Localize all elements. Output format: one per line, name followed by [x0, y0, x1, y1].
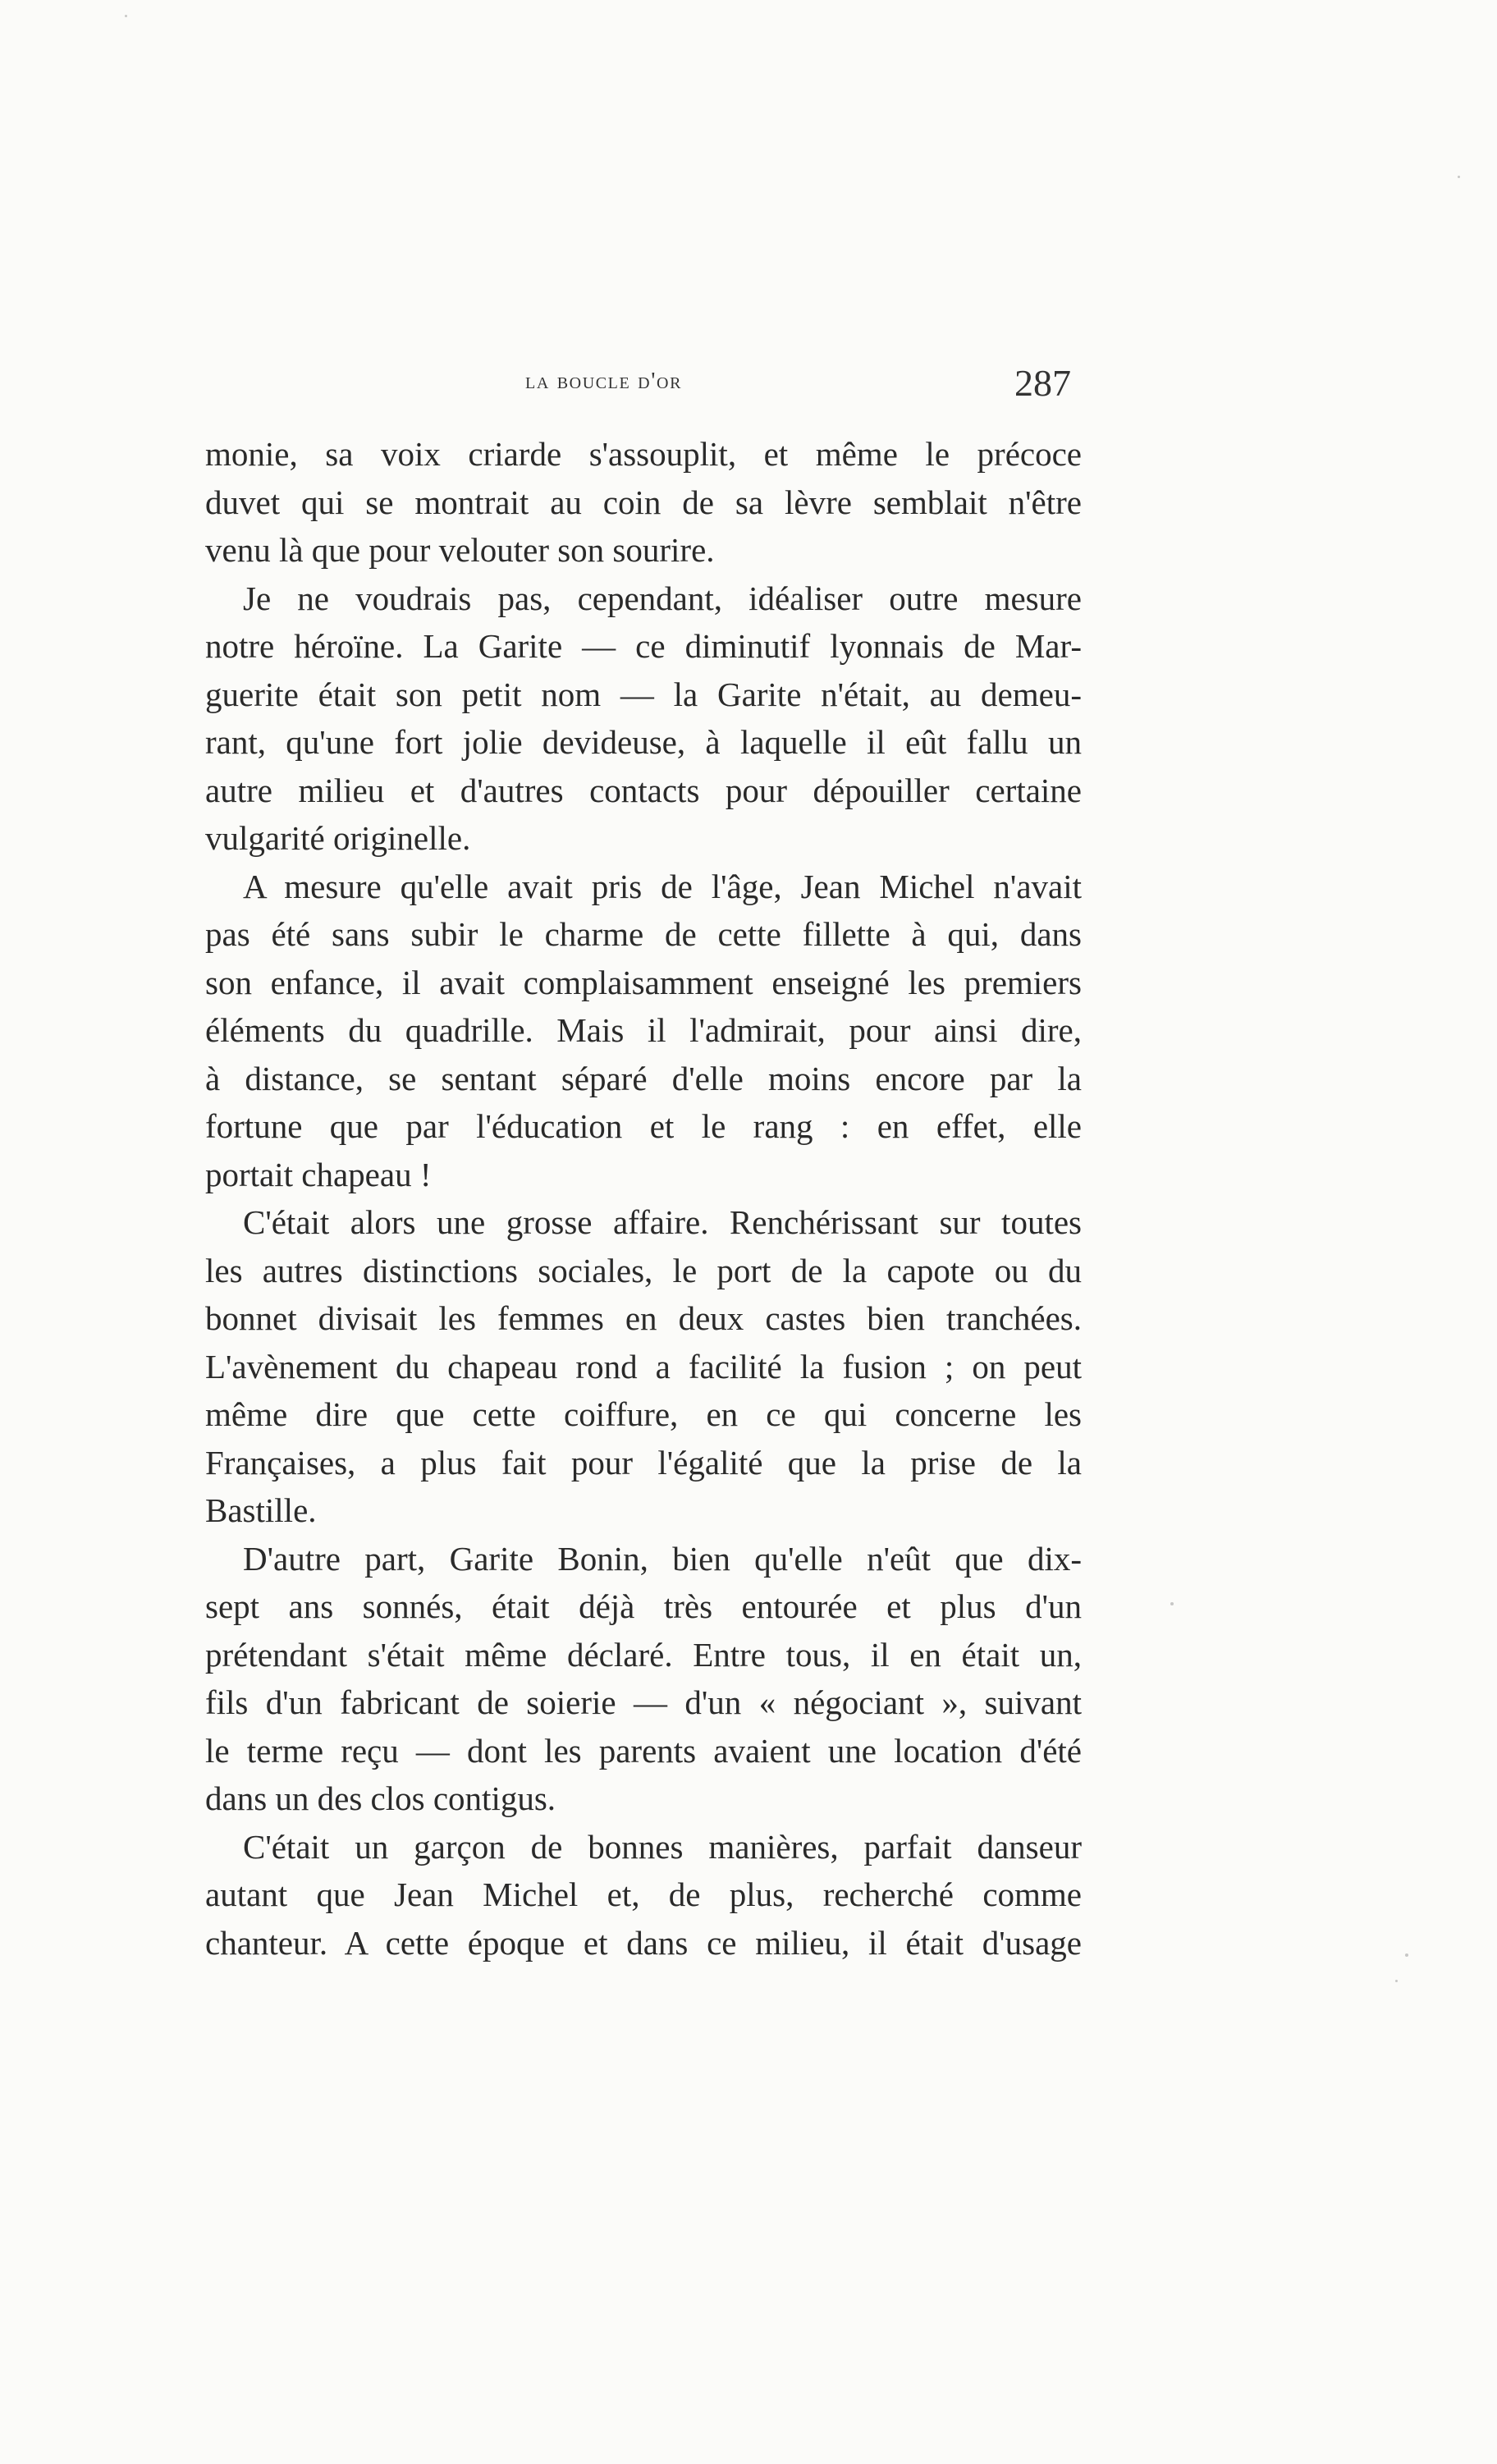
body-text	[205, 430, 1082, 1967]
text-line: pas été sans subir le charme de cette fillette à qui, dans	[205, 915, 1082, 953]
text-line: sept ans sonnés, était déjà très entourée et plus d'un	[205, 1587, 1082, 1625]
text-line: chanteur. A cette époque et dans ce milieu, il était d'usage	[205, 1923, 1082, 1962]
text-line: autre milieu et d'autres contacts pour dépouiller certaine	[205, 771, 1082, 809]
text-line: L'avènement du chapeau rond a facilité la fusion ; on peut	[205, 1347, 1082, 1385]
paper-speck	[1170, 1602, 1174, 1605]
text-line: guerite était son petit nom — la Garite n'était, au demeu-	[205, 675, 1082, 713]
text-line: Je ne voudrais pas, cependant, idéaliser outre mesure	[243, 579, 1082, 617]
text-line: Bastille.	[205, 1491, 317, 1529]
running-head: la boucle d'or	[525, 368, 683, 394]
text-line: venu là que pour velouter son sourire.	[205, 531, 715, 569]
text-line: fortune que par l'éducation et le rang : en effet, elle	[205, 1107, 1082, 1145]
page-number: 287	[1014, 362, 1071, 404]
text-line: bonnet divisait les femmes en deux castes bien tranchées.	[205, 1299, 1082, 1337]
paper-speck	[125, 15, 127, 17]
text-line: monie, sa voix criarde s'assouplit, et même le précoce	[205, 435, 1082, 473]
text-line: prétendant s'était même déclaré. Entre tous, il en était un,	[205, 1635, 1082, 1674]
text-line: vulgarité originelle.	[205, 819, 471, 857]
text-line: C'était alors une grosse affaire. Renchérissant sur toutes	[243, 1203, 1082, 1241]
text-line: même dire que cette coiffure, en ce qui concerne les	[205, 1395, 1082, 1433]
text-line: son enfance, il avait complaisamment enseigné les premiers	[205, 963, 1082, 1001]
text-line: rant, qu'une fort jolie devideuse, à laquelle il eût fallu un	[205, 723, 1082, 761]
paper-speck	[1458, 176, 1460, 178]
text-line: Françaises, a plus fait pour l'égalité que la prise de la	[205, 1443, 1082, 1482]
paper-speck	[1405, 1953, 1408, 1957]
text-line: à distance, se sentant séparé d'elle moins encore par la	[205, 1059, 1082, 1097]
text-line: notre héroïne. La Garite — ce diminutif lyonnais de Mar-	[205, 627, 1082, 665]
text-line: éléments du quadrille. Mais il l'admirait, pour ainsi dire,	[205, 1011, 1082, 1049]
text-line: fils d'un fabricant de soierie — d'un « négociant », suivant	[205, 1683, 1082, 1721]
text-line: les autres distinctions sociales, le port de la capote ou du	[205, 1251, 1082, 1289]
text-line: autant que Jean Michel et, de plus, recherché comme	[205, 1875, 1082, 1913]
text-line: duvet qui se montrait au coin de sa lèvre semblait n'être	[205, 483, 1082, 521]
text-line: C'était un garçon de bonnes manières, parfait danseur	[243, 1827, 1082, 1866]
text-line: portait chapeau !	[205, 1155, 432, 1193]
text-line: le terme reçu — dont les parents avaient une location d'été	[205, 1731, 1082, 1770]
paper-speck	[1395, 1980, 1398, 1982]
text-line: D'autre part, Garite Bonin, bien qu'elle n'eût que dix-	[243, 1539, 1082, 1578]
text-line: A mesure qu'elle avait pris de l'âge, Jean Michel n'avait	[243, 867, 1082, 905]
text-line: dans un des clos contigus.	[205, 1779, 556, 1817]
